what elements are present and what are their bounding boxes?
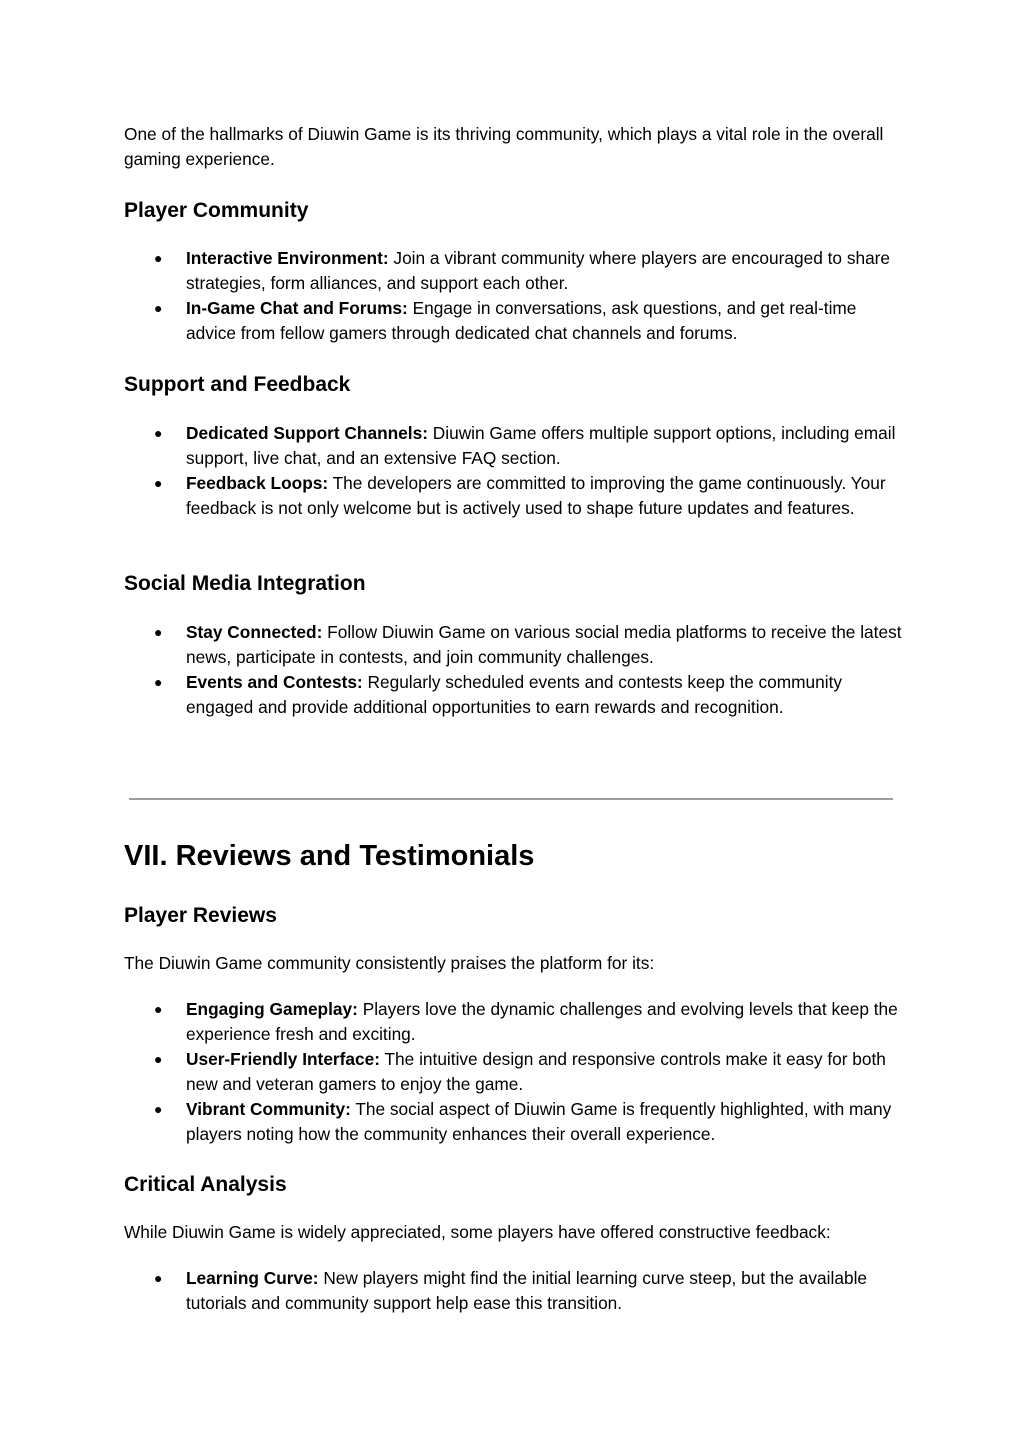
bullet-icon: ● [154,1101,163,1117]
heading-player-community: Player Community [124,199,309,222]
bullet-icon: ● [154,1051,163,1067]
heading-social-media: Social Media Integration [124,572,366,595]
social-media-list [154,620,906,720]
list-item-term: Dedicated Support Channels: [186,423,428,443]
list-item-term: Stay Connected: [186,622,323,642]
heading-player-reviews: Player Reviews [124,904,277,927]
list-item [154,997,906,1047]
bullet-icon: ● [154,1001,163,1017]
player-reviews-intro: The Diuwin Game community consistently praises the platform for its: [124,953,655,973]
list-item-text: Engage in conversations, ask questions, and get real-time advice from fellow gamers through dedicated chat channels and forums. [186,298,857,343]
bullet-icon: ● [154,425,163,441]
intro-paragraph: One of the hallmarks of Diuwin Game is its thriving community, which plays a vital role in the overall gaming experience. [124,124,884,169]
list-item-text: Regularly scheduled events and contests keep the community engaged and provide additional opportunities to earn rewards and recognition. [186,672,843,717]
horizontal-divider [129,798,893,800]
bullet-icon: ● [154,624,163,640]
list-item-term: Interactive Environment: [186,248,389,268]
list-item-term: Learning Curve: [186,1268,319,1288]
list-item-text: Join a vibrant community where players are encouraged to share strategies, form alliances, and support each other. [186,248,891,293]
heading-critical-analysis: Critical Analysis [124,1173,287,1196]
list-item [154,1047,906,1097]
heading-support-feedback: Support and Feedback [124,373,351,396]
list-item-text: Follow Diuwin Game on various social media platforms to receive the latest news, participate in contests, and join community challenges. [186,622,902,667]
critical-analysis-list [154,1266,906,1316]
list-item-text: The social aspect of Diuwin Game is frequently highlighted, with many players noting how the community enhances their overall experience. [186,1099,892,1144]
bullet-icon: ● [154,674,163,690]
list-item [154,1097,906,1147]
section-title-reviews: VII. Reviews and Testimonials [124,840,535,872]
bullet-icon: ● [154,475,163,491]
critical-analysis-intro: While Diuwin Game is widely appreciated, some players have offered constructive feedback: [124,1222,831,1242]
list-item-term: Feedback Loops: [186,473,329,493]
list-item-text: The developers are committed to improving the game continuously. Your feedback is not only welcome but is actively used to shape future updates and features. [186,473,886,518]
list-item-text: Diuwin Game offers multiple support options, including email support, live chat, and an extensive FAQ section. [186,423,896,468]
list-item [154,620,906,670]
list-item [154,296,906,346]
list-item-text: New players might find the initial learning curve steep, but the available tutorials and community support help ease this transition. [186,1268,868,1313]
support-feedback-list [154,421,906,521]
list-item-term: User-Friendly Interface: [186,1049,380,1069]
list-item-term: In-Game Chat and Forums: [186,298,408,318]
list-item [154,421,906,471]
list-item-term: Vibrant Community: [186,1099,351,1119]
list-item-term: Events and Contests: [186,672,363,692]
list-item-term: Engaging Gameplay: [186,999,358,1019]
bullet-icon: ● [154,1270,163,1286]
bullet-icon: ● [154,250,163,266]
list-item [154,471,906,521]
list-item-text: The intuitive design and responsive controls make it easy for both new and veteran gamers to enjoy the game. [186,1049,886,1094]
list-item [154,1266,906,1316]
list-item [154,246,906,296]
player-reviews-list [154,997,906,1147]
player-community-list [154,246,906,346]
list-item [154,670,906,720]
list-item-text: Players love the dynamic challenges and evolving levels that keep the experience fresh and exciting. [186,999,898,1044]
bullet-icon: ● [154,300,163,316]
